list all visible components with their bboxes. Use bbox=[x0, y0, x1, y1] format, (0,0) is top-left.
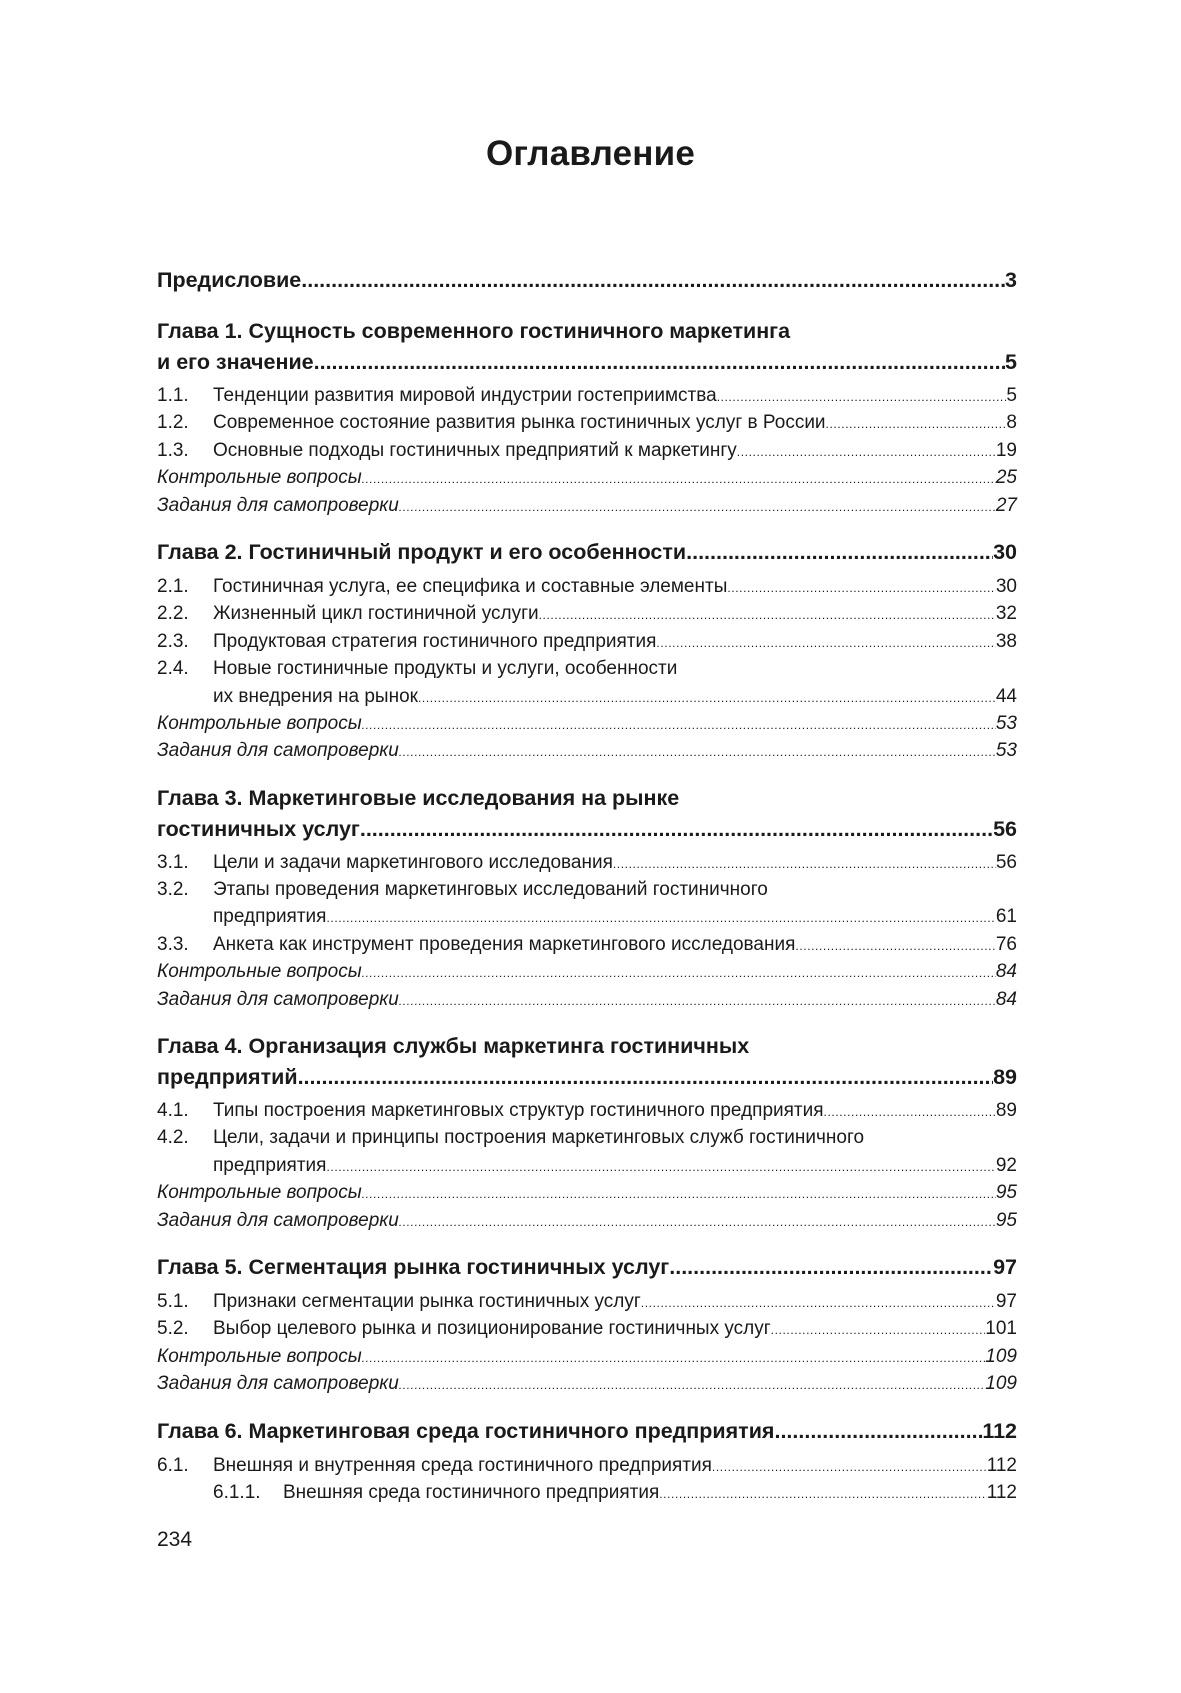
toc-entry-title: Внешняя и внутренняя среда гостиничного предприятия bbox=[213, 1454, 712, 1476]
toc-entry-title: Глава 6. Маркетинговая среда гостиничного предприятия bbox=[157, 1418, 775, 1443]
toc-entry-page: 109 bbox=[985, 1345, 1017, 1367]
toc-entry bbox=[157, 385, 1017, 412]
toc-entry-page: 44 bbox=[995, 685, 1017, 707]
dot-leader bbox=[326, 1155, 995, 1177]
dot-leader bbox=[641, 1291, 996, 1313]
dot-leader bbox=[712, 1455, 987, 1477]
dot-leader bbox=[298, 1065, 994, 1090]
dot-leader bbox=[539, 603, 996, 625]
toc-entry bbox=[157, 631, 1017, 658]
toc-entry-number: 3.3. bbox=[157, 933, 189, 955]
dot-leader bbox=[399, 495, 996, 517]
dot-leader bbox=[824, 1100, 996, 1122]
dot-leader bbox=[669, 1255, 993, 1280]
dot-leader bbox=[656, 631, 995, 653]
toc-entry-title: Контрольные вопросы bbox=[157, 712, 362, 734]
dot-leader bbox=[399, 740, 996, 762]
toc-entry bbox=[157, 1318, 1017, 1345]
toc-entry-title: Задания для самопроверки bbox=[157, 494, 399, 516]
toc-entry-title: Тенденции развития мировой индустрии гостеприимства bbox=[213, 385, 717, 406]
toc-entry-page: 5 bbox=[1006, 385, 1017, 406]
toc-entry-number: 6.1. bbox=[157, 1454, 189, 1476]
dot-leader bbox=[362, 1346, 986, 1368]
toc-entry-page: 84 bbox=[995, 988, 1017, 1010]
toc-entry-title: Основные подходы гостиничных предприятий к маркетингу bbox=[213, 439, 737, 461]
toc-entry bbox=[157, 1455, 1017, 1482]
toc-entry-number: 4.1. bbox=[157, 1100, 189, 1122]
toc-entry-title: Глава 2. Гостиничный продукт и его особенности bbox=[157, 539, 687, 564]
toc-entry-page: 101 bbox=[985, 1318, 1017, 1340]
toc-entry-title: Глава 3. Маркетинговые исследования на рынке bbox=[157, 785, 680, 810]
toc-entry-title: Предисловие bbox=[157, 268, 302, 292]
dot-leader bbox=[727, 576, 996, 598]
toc-entry-page: 56 bbox=[993, 816, 1017, 841]
toc-entry-title: Контрольные вопросы bbox=[157, 467, 362, 489]
toc-entry-title: Задания для самопроверки bbox=[157, 1209, 399, 1231]
toc-entry-title: Контрольные вопросы bbox=[157, 961, 362, 983]
toc-entry-title: Задания для самопроверки bbox=[157, 740, 399, 762]
toc-entry-page: 92 bbox=[995, 1154, 1017, 1176]
dot-leader bbox=[360, 817, 993, 842]
toc-entry-title: Признаки сегментации рынка гостиничных услуг bbox=[213, 1290, 641, 1312]
toc-entry-title: Продуктовая стратегия гостиничного предприятия bbox=[213, 630, 657, 652]
toc-entry-number: 2.4. bbox=[157, 658, 189, 680]
toc-entry-number: 1.3. bbox=[157, 439, 189, 461]
toc-entry bbox=[157, 658, 1017, 685]
toc-entry bbox=[157, 1482, 1017, 1509]
toc-entry-title: Жизненный цикл гостиничной услуги bbox=[213, 603, 539, 625]
toc-entry bbox=[157, 1182, 1017, 1209]
toc-entry-page: 53 bbox=[995, 740, 1017, 762]
toc-entry bbox=[157, 786, 1017, 817]
toc-entry bbox=[157, 268, 1017, 298]
toc-entry-number: 1.1. bbox=[157, 385, 189, 406]
toc-entry bbox=[157, 713, 1017, 740]
dot-leader bbox=[717, 385, 1007, 407]
toc-entry bbox=[157, 879, 1017, 906]
toc-entry-title: Внешняя среда гостиничного предприятия bbox=[283, 1481, 660, 1503]
dot-leader bbox=[399, 1210, 996, 1232]
toc-entry-title: Этапы проведения маркетинговых исследований гостиничного bbox=[213, 879, 768, 901]
toc-entry bbox=[157, 440, 1017, 467]
toc-entry bbox=[157, 989, 1017, 1016]
toc-entry-page: 89 bbox=[993, 1065, 1017, 1090]
toc-entry bbox=[157, 1346, 1017, 1373]
toc-entry bbox=[157, 740, 1017, 767]
page-number: 234 bbox=[157, 1528, 193, 1551]
toc-entry-number: 3.2. bbox=[157, 879, 189, 901]
page-title: Оглавление bbox=[485, 134, 696, 173]
toc-entry-title: Глава 1. Сущность современного гостиничного маркетинга bbox=[157, 319, 791, 343]
toc-entry bbox=[157, 1291, 1017, 1318]
toc-entry-page: 97 bbox=[993, 1254, 1017, 1279]
toc-entry-title: предприятия bbox=[213, 1154, 327, 1176]
toc-entry bbox=[157, 961, 1017, 988]
toc-entry-title: и его значение bbox=[157, 350, 314, 374]
dot-leader bbox=[362, 1182, 996, 1204]
dot-leader bbox=[826, 412, 1007, 434]
toc-entry-number: 6.1.1. bbox=[213, 1481, 261, 1503]
toc-entry bbox=[157, 1034, 1017, 1065]
dot-leader bbox=[314, 350, 1005, 375]
dot-leader bbox=[399, 1373, 985, 1395]
toc-entry-title: Глава 5. Сегментация рынка гостиничных услуг bbox=[157, 1254, 670, 1279]
toc-entry-page: 53 bbox=[995, 712, 1017, 734]
toc-entry-title: Современное состояние развития рынка гостиничных услуг в России bbox=[213, 412, 826, 434]
toc-entry-page: 89 bbox=[995, 1100, 1017, 1122]
toc-entry-title: Цели, задачи и принципы построения маркетинговых служб гостиничного bbox=[213, 1127, 865, 1149]
toc-entry-page: 30 bbox=[995, 575, 1017, 597]
toc-entry bbox=[157, 540, 1017, 570]
dot-leader bbox=[362, 467, 996, 489]
toc-entry-page: 5 bbox=[1005, 350, 1017, 374]
toc-entry-title: Цели и задачи маркетингового исследования bbox=[213, 851, 613, 873]
toc-entry-number: 4.2. bbox=[157, 1127, 189, 1149]
toc-entry bbox=[157, 412, 1017, 439]
dot-leader bbox=[774, 1419, 982, 1444]
dot-leader bbox=[613, 852, 996, 874]
toc-entry bbox=[157, 467, 1017, 494]
toc-entry bbox=[157, 319, 1017, 350]
toc-entry bbox=[157, 906, 1017, 933]
toc-entry-number: 2.1. bbox=[157, 575, 189, 597]
toc-entry-page: 30 bbox=[993, 539, 1017, 564]
toc-entry-page: 38 bbox=[995, 630, 1017, 652]
toc-entry bbox=[157, 1100, 1017, 1127]
toc-entry-page: 95 bbox=[995, 1209, 1017, 1231]
dot-leader bbox=[659, 1482, 986, 1504]
toc-entry-title: Задания для самопроверки bbox=[157, 1373, 399, 1395]
toc-entry-page: 112 bbox=[986, 1454, 1017, 1476]
toc-entry-page: 27 bbox=[995, 494, 1017, 516]
toc-entry bbox=[157, 576, 1017, 603]
toc-entry-number: 5.1. bbox=[157, 1290, 189, 1312]
toc-entry-page: 112 bbox=[986, 1481, 1017, 1503]
toc-entry-page: 25 bbox=[995, 467, 1017, 489]
toc-entry bbox=[157, 934, 1017, 961]
dot-leader bbox=[795, 934, 995, 956]
toc-entry-number: 2.3. bbox=[157, 630, 189, 652]
dot-leader bbox=[737, 440, 996, 462]
toc-entry bbox=[157, 603, 1017, 630]
toc-entry-page: 32 bbox=[995, 603, 1017, 625]
toc-entry bbox=[157, 350, 1017, 380]
toc-entry-title: Глава 4. Организация службы маркетинга гостиничных bbox=[157, 1034, 750, 1059]
toc-entry-title: Новые гостиничные продукты и услуги, особенности bbox=[213, 658, 678, 680]
dot-leader bbox=[362, 961, 996, 983]
dot-leader bbox=[362, 713, 996, 735]
toc-entry-page: 19 bbox=[995, 439, 1017, 461]
toc-entry bbox=[157, 495, 1017, 522]
toc-entry-title: Контрольные вопросы bbox=[157, 1345, 362, 1367]
toc-entry-page: 8 bbox=[1006, 412, 1017, 434]
toc-entry-number: 1.2. bbox=[157, 412, 189, 434]
toc-entry-title: Задания для самопроверки bbox=[157, 988, 399, 1010]
toc-entry-title: предприятий bbox=[157, 1065, 298, 1090]
toc-entry-title: их внедрения на рынок bbox=[213, 685, 418, 707]
toc-entry-number: 5.2. bbox=[157, 1318, 189, 1340]
toc-entry bbox=[157, 1065, 1017, 1095]
toc-entry bbox=[157, 1127, 1017, 1154]
dot-leader bbox=[771, 1318, 986, 1340]
toc-entry-page: 95 bbox=[995, 1182, 1017, 1204]
dot-leader bbox=[418, 686, 996, 708]
toc-entry bbox=[157, 1210, 1017, 1237]
dot-leader bbox=[301, 268, 1005, 293]
toc-entry bbox=[157, 852, 1017, 879]
toc-entry-number: 3.1. bbox=[157, 851, 189, 873]
toc-entry-title: Типы построения маркетинговых структур гостиничного предприятия bbox=[213, 1100, 824, 1122]
toc-entry-number: 2.2. bbox=[157, 603, 189, 625]
dot-leader bbox=[399, 989, 996, 1011]
toc-entry bbox=[157, 1155, 1017, 1182]
toc-entry-page: 112 bbox=[982, 1418, 1017, 1443]
toc-entry-title: Анкета как инструмент проведения маркетингового исследования bbox=[213, 933, 796, 955]
toc-entry-title: Гостиничная услуга, ее специфика и составные элементы bbox=[213, 575, 728, 597]
toc-entry bbox=[157, 1373, 1017, 1400]
toc-entry-page: 76 bbox=[995, 933, 1017, 955]
toc-entry-title: гостиничных услуг bbox=[157, 816, 360, 841]
toc-entry bbox=[157, 1255, 1017, 1285]
toc-entry-page: 109 bbox=[985, 1373, 1017, 1395]
toc-entry bbox=[157, 1419, 1017, 1449]
toc-entry-page: 3 bbox=[1005, 268, 1017, 292]
dot-leader bbox=[326, 906, 995, 928]
table-of-contents bbox=[157, 268, 1017, 1509]
toc-entry-page: 61 bbox=[995, 906, 1017, 928]
dot-leader bbox=[686, 540, 993, 565]
toc-entry-title: Выбор целевого рынка и позиционирование гостиничных услуг bbox=[213, 1318, 771, 1340]
toc-entry-title: предприятия bbox=[213, 906, 327, 928]
toc-entry-page: 84 bbox=[995, 961, 1017, 983]
toc-entry bbox=[157, 686, 1017, 713]
toc-entry bbox=[157, 817, 1017, 847]
toc-entry-page: 56 bbox=[995, 851, 1017, 873]
toc-entry-title: Контрольные вопросы bbox=[157, 1182, 362, 1204]
toc-entry-page: 97 bbox=[995, 1290, 1017, 1312]
